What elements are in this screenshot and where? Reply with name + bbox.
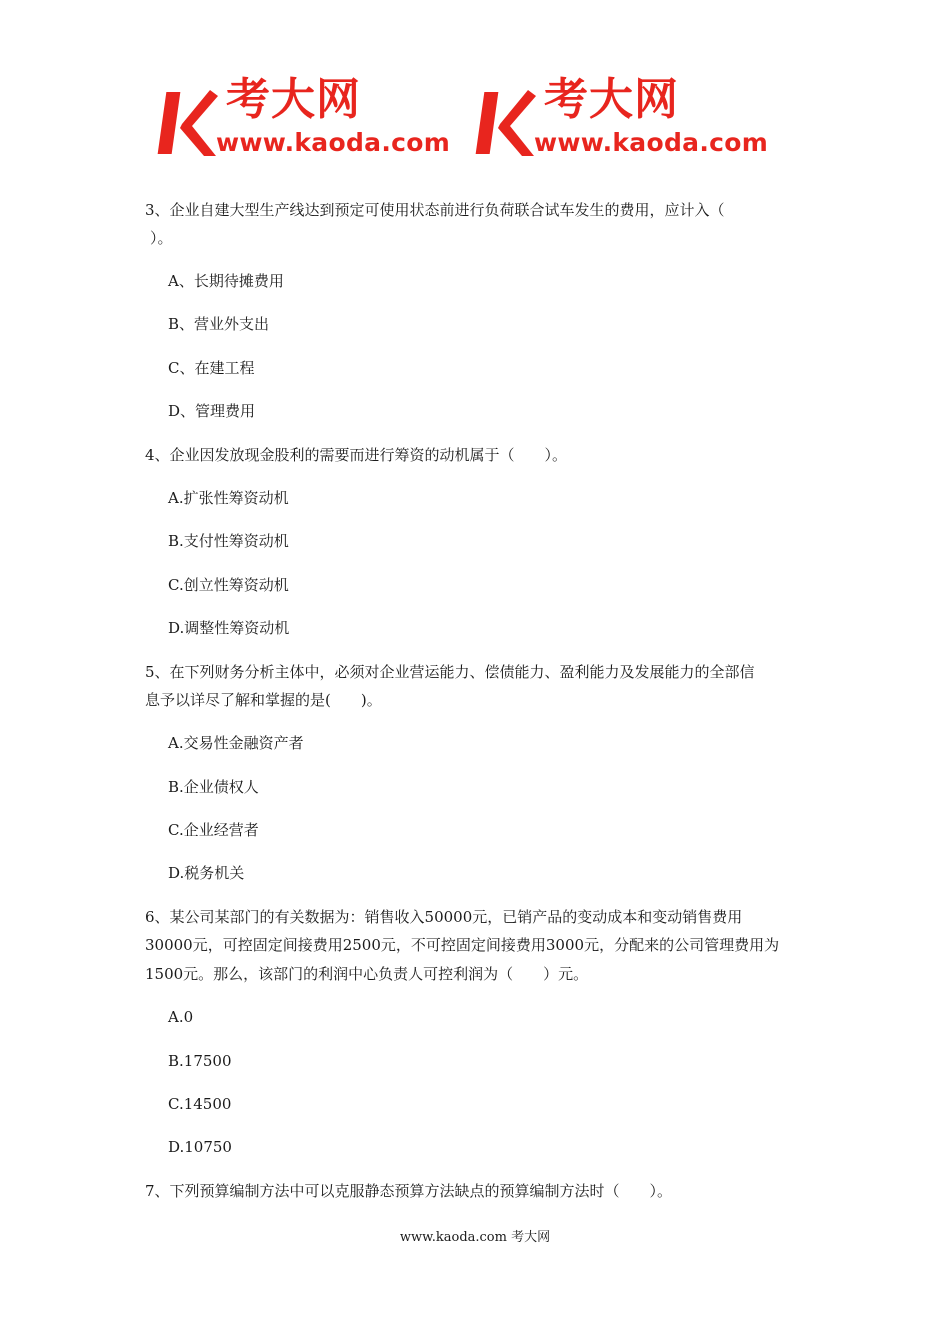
question-stem: 30000元，可控固定间接费用2500元，不可控固定间接费用3000元，分配来的公司管理费用为 — [145, 936, 780, 954]
answer-option: A.扩张性筹资动机 — [168, 489, 289, 507]
k-logo-icon — [478, 82, 540, 160]
question-stem: 3、企业自建大型生产线达到预定可使用状态前进行负荷联合试车发生的费用，应计入（ — [145, 201, 725, 219]
question-stem: 5、在下列财务分析主体中，必须对企业营运能力、偿债能力、盈利能力及发展能力的全部信 — [145, 663, 755, 681]
question-stem: 4、企业因发放现金股利的需要而进行筹资的动机属于（ ）。 — [145, 446, 568, 464]
answer-option: D.税务机关 — [168, 864, 245, 882]
question-stem: 1500元。那么，该部门的利润中心负责人可控利润为（ ）元。 — [145, 965, 589, 983]
answer-option: C.企业经营者 — [168, 821, 259, 839]
answer-option: B.支付性筹资动机 — [168, 532, 289, 550]
question-stem: 6、某公司某部门的有关数据为：销售收入50000元，已销产品的变动成本和变动销售费用 — [145, 908, 743, 926]
brand-url: www.kaoda.com — [216, 128, 451, 157]
answer-option: B、营业外支出 — [168, 315, 270, 333]
answer-option: D.10750 — [168, 1138, 232, 1156]
brand-url: www.kaoda.com — [534, 128, 769, 157]
answer-option: C.创立性筹资动机 — [168, 576, 289, 594]
question-stem: 息予以详尽了解和掌握的是( )。 — [145, 691, 382, 709]
answer-option: C.14500 — [168, 1095, 232, 1113]
brand-name: 考大网 — [226, 74, 361, 125]
site-logo — [478, 76, 800, 160]
answer-option: D.调整性筹资动机 — [168, 619, 290, 637]
k-logo-icon — [160, 82, 222, 160]
page-footer: www.kaoda.com 考大网 — [399, 1230, 551, 1245]
answer-option: A.交易性金融资产者 — [168, 734, 304, 752]
answer-option: D、管理费用 — [168, 402, 256, 420]
question-stem: 7、下列预算编制方法中可以克服静态预算方法缺点的预算编制方法时（ ）。 — [145, 1182, 673, 1200]
answer-option: B.企业债权人 — [168, 778, 259, 796]
brand-name: 考大网 — [544, 74, 679, 125]
question-stem: ）。 — [150, 229, 173, 247]
answer-option: A、长期待摊费用 — [168, 272, 284, 290]
answer-option: C、在建工程 — [168, 359, 255, 377]
site-logo — [160, 76, 482, 160]
answer-option: B.17500 — [168, 1052, 232, 1070]
answer-option: A.0 — [168, 1008, 194, 1026]
